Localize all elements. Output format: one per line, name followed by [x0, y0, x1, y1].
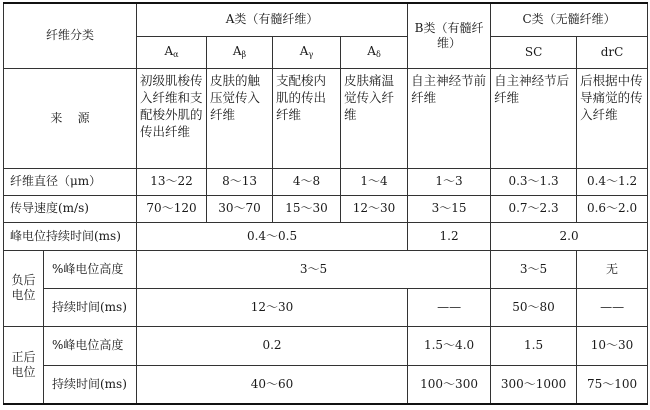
- spike-duration-label: 峰电位持续时间(ms): [4, 222, 137, 250]
- source-a-gamma: 支配梭内肌的传出纤维: [273, 68, 341, 168]
- header-group-c: C类（无髓纤维）: [491, 3, 648, 36]
- negative-after-label: 负后电位: [4, 250, 44, 326]
- negative-height-c-sc: 3～5: [491, 250, 577, 288]
- spike-duration-a: 0.4～0.5: [137, 222, 408, 250]
- negative-duration-a: 12～30: [137, 288, 408, 326]
- diameter-a-delta: 1～4: [341, 168, 408, 195]
- header-fiber-class: 纤维分类: [4, 3, 137, 68]
- source-a-delta: 皮肤痛温觉传入纤维: [341, 68, 408, 168]
- velocity-a-beta: 30～70: [207, 195, 273, 222]
- negative-height-label: %峰电位高度: [44, 250, 137, 288]
- negative-duration-c-sc: 50～80: [491, 288, 577, 326]
- diameter-a-beta: 8～13: [207, 168, 273, 195]
- diameter-b: 1～3: [408, 168, 491, 195]
- velocity-a-gamma: 15～30: [273, 195, 341, 222]
- velocity-c-sc: 0.7～2.3: [491, 195, 577, 222]
- positive-height-c-drc: 10～30: [577, 326, 648, 365]
- positive-height-label: %峰电位高度: [44, 326, 137, 365]
- negative-height-c-drc: 无: [577, 250, 648, 288]
- negative-height-a: 3～5: [137, 250, 491, 288]
- positive-duration-b: 100～300: [408, 365, 491, 404]
- positive-duration-label: 持续时间(ms): [44, 365, 137, 404]
- header-a-delta: $A_\delta$: [341, 36, 408, 68]
- diameter-a-alpha: 13～22: [137, 168, 207, 195]
- nerve-fiber-classification-table: [3, 2, 648, 405]
- source-a-beta: 皮肤的触压觉传入纤维: [207, 68, 273, 168]
- spike-duration-b: 1.2: [408, 222, 491, 250]
- source-a-alpha: 初级肌梭传入纤维和支配梭外肌的传出纤维: [137, 68, 207, 168]
- velocity-c-drc: 0.6～2.0: [577, 195, 648, 222]
- positive-duration-c-drc: 75～100: [577, 365, 648, 404]
- spike-duration-c: 2.0: [491, 222, 648, 250]
- diameter-c-sc: 0.3～1.3: [491, 168, 577, 195]
- negative-duration-c-drc: ——: [577, 288, 648, 326]
- positive-duration-c-sc: 300～1000: [491, 365, 577, 404]
- velocity-label: 传导速度(m/s): [4, 195, 137, 222]
- header-c-drc: drC: [577, 36, 648, 68]
- source-label: 来 源: [4, 68, 137, 168]
- header-a-alpha: $A_\alpha$: [137, 36, 207, 68]
- velocity-a-alpha: 70～120: [137, 195, 207, 222]
- source-b: 自主神经节前纤维: [408, 68, 491, 168]
- header-a-gamma: $A_\gamma$: [273, 36, 341, 68]
- header-group-a: A类（有髓纤维）: [137, 3, 408, 36]
- velocity-b: 3～15: [408, 195, 491, 222]
- positive-height-c-sc: 1.5: [491, 326, 577, 365]
- source-c-drc: 后根据中传导痛觉的传入纤维: [577, 68, 648, 168]
- negative-duration-label: 持续时间(ms): [44, 288, 137, 326]
- header-c-sc: SC: [491, 36, 577, 68]
- positive-height-b: 1.5～4.0: [408, 326, 491, 365]
- source-c-sc: 自主神经节后纤维: [491, 68, 577, 168]
- positive-duration-a: 40～60: [137, 365, 408, 404]
- diameter-a-gamma: 4～8: [273, 168, 341, 195]
- diameter-label: 纤维直径（μm）: [4, 168, 137, 195]
- positive-height-a: 0.2: [137, 326, 408, 365]
- header-group-b: B类（有髓纤维）: [408, 3, 491, 68]
- negative-duration-b: ——: [408, 288, 491, 326]
- diameter-c-drc: 0.4～1.2: [577, 168, 648, 195]
- positive-after-label: 正后电位: [4, 326, 44, 404]
- header-a-beta: $A_\beta$: [207, 36, 273, 68]
- velocity-a-delta: 12～30: [341, 195, 408, 222]
